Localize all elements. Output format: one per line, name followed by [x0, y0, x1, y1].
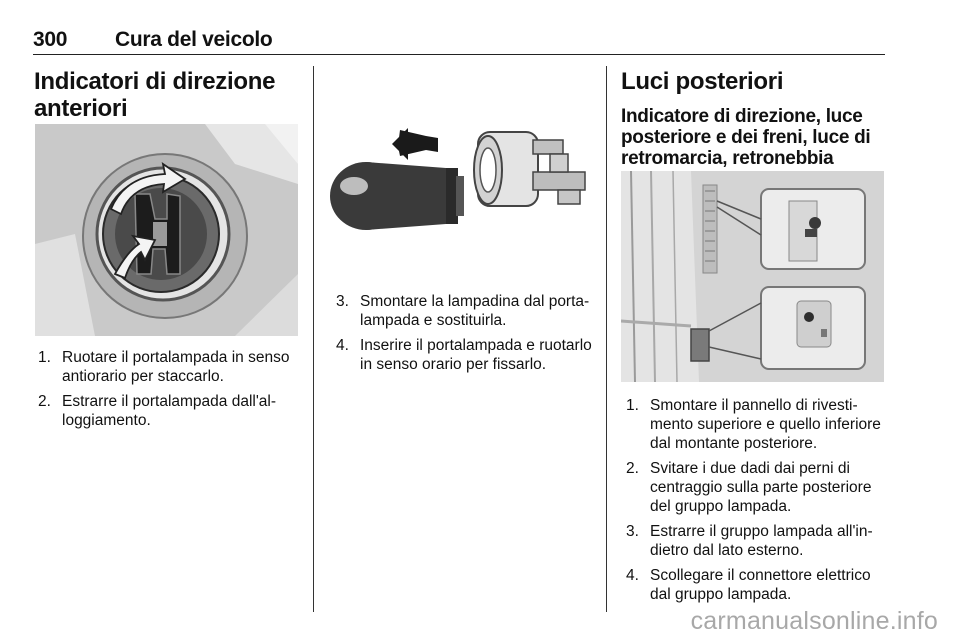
step-list	[624, 396, 892, 604]
step-text: centraggio sulla parte posteriore	[650, 479, 872, 496]
watermark: carmanualsonline.info	[690, 607, 938, 635]
step-text: loggiamento.	[62, 412, 151, 429]
step-number: 4.	[626, 567, 639, 584]
step-text: dal montante posteriore.	[650, 435, 818, 452]
figure-bulb-removal	[328, 108, 592, 258]
step-number: 3.	[626, 523, 639, 540]
step-number: 1.	[38, 349, 51, 366]
list-item	[624, 566, 892, 604]
step-text: lampada e sostituirla.	[360, 312, 507, 329]
step-text: Smontare la lampadina dal porta-	[360, 293, 590, 310]
section-title	[34, 68, 302, 122]
step-text: Ruotare il portalampada in senso	[62, 349, 290, 366]
list-item	[36, 348, 301, 386]
step-text: in senso orario per fissarlo.	[360, 356, 547, 373]
step-list	[36, 348, 301, 430]
list-item	[334, 292, 596, 330]
figure-front-bulb-holder	[35, 124, 298, 336]
section-subtitle-line: posteriore e dei freni, luce di	[621, 127, 871, 148]
section-subtitle-line: Indicatore di direzione, luce	[621, 106, 863, 127]
left-steps	[36, 348, 301, 436]
step-text: mento superiore e quello inferiore	[650, 416, 881, 433]
page-number: 300	[33, 28, 68, 51]
section-front-indicators	[34, 68, 302, 122]
right-steps	[624, 396, 892, 610]
section-subtitle	[621, 106, 889, 169]
step-number: 3.	[336, 293, 349, 310]
step-text: Scollegare il connettore elettrico	[650, 567, 871, 584]
step-number: 4.	[336, 337, 349, 354]
list-item	[36, 392, 301, 430]
section-title-line: anteriori	[34, 95, 128, 122]
step-number: 1.	[626, 397, 639, 414]
front-bulb-holder-illustration	[35, 124, 298, 336]
column-divider-left	[313, 66, 314, 612]
list-item	[624, 459, 892, 516]
middle-steps	[334, 292, 596, 380]
step-text: Inserire il portalampada e ruotarlo	[360, 337, 592, 354]
column-divider-right	[606, 66, 607, 612]
step-text: Estrarre il gruppo lampada all'in-	[650, 523, 873, 540]
chapter-title: Cura del veicolo	[115, 28, 273, 51]
step-text: dietro dal lato esterno.	[650, 542, 804, 559]
list-item	[624, 522, 892, 560]
step-text: Svitare i due dadi dai perni di	[650, 460, 850, 477]
list-item	[334, 336, 596, 374]
step-text: Smontare il pannello di rivesti-	[650, 397, 858, 414]
step-text: dal gruppo lampada.	[650, 586, 792, 603]
step-number: 2.	[38, 393, 51, 410]
figure-rear-light-assembly	[621, 171, 884, 382]
step-list	[334, 292, 596, 374]
section-title: Luci posteriori	[621, 68, 784, 95]
section-rear-lights	[621, 68, 889, 169]
section-title-line: Indicatori di direzione	[34, 68, 276, 95]
step-text: del gruppo lampada.	[650, 498, 792, 515]
list-item	[624, 396, 892, 453]
page-header	[33, 28, 885, 55]
rear-light-assembly-illustration	[621, 171, 884, 382]
step-number: 2.	[626, 460, 639, 477]
step-text: antiorario per staccarlo.	[62, 368, 224, 385]
section-subtitle-line: retromarcia, retronebbia	[621, 148, 834, 169]
step-text: Estrarre il portalampada dall'al-	[62, 393, 277, 410]
bulb-removal-illustration	[328, 108, 592, 258]
